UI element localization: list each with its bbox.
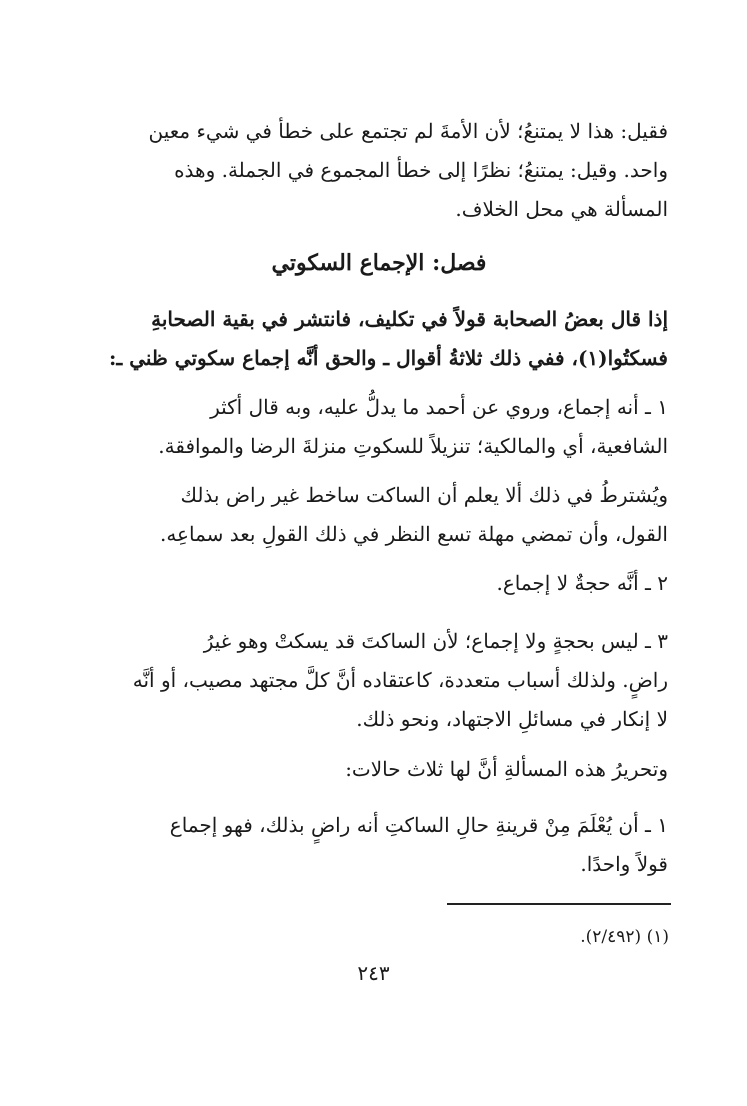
paragraph-second-opinion xyxy=(90,564,668,603)
paragraph-first-case xyxy=(90,806,668,884)
text-line: راضٍ. ولذلك أسباب متعددة، كاعتقاده أنَّ كلَّ مجتهد مصيب، أو أنَّه xyxy=(132,668,668,692)
text-line: المسألة هي محل الخلاف. xyxy=(455,197,668,221)
footnote: (١) (٢/٤٩٢). xyxy=(580,927,669,947)
paragraph-third-opinion xyxy=(90,622,668,739)
section-heading: فصل: الإجماع السكوتي xyxy=(271,250,487,276)
text-line: ٣ ـ ليس بحجةٍ ولا إجماع؛ لأن الساكتَ قد يسكتْ وهو غيرُ xyxy=(203,629,668,653)
text-line: القول، وأن تمضي مهلة تسع النظر في ذلك القولِ بعد سماعِه. xyxy=(159,522,668,546)
paragraph-first-opinion xyxy=(90,388,668,466)
text-line: ١ ـ أنه إجماع، وروي عن أحمد ما يدلُّ عليه، وبه قال أكثر xyxy=(210,395,668,419)
text-line: ويُشترطُ في ذلك ألا يعلم أن الساكت ساخط غير راض بذلك xyxy=(180,483,668,507)
text-line: ١ ـ أن يُعْلَمَ مِنْ قرينةِ حالِ الساكتِ أنه راضٍ بذلك، فهو إجماع xyxy=(169,813,668,837)
footnote-divider xyxy=(447,903,671,905)
page-number: ٢٤٣ xyxy=(357,961,390,985)
text-line: ٢ ـ أنَّه حجةٌ لا إجماع. xyxy=(496,571,668,595)
paragraph-clarification xyxy=(90,750,668,789)
paragraph-opinions xyxy=(90,112,668,229)
text-line: فسكتُوا(١)، ففي ذلك ثلاثةُ أقوال ـ والحق أنَّه إجماع سكوتي ظني ـ: xyxy=(109,346,668,370)
text-line: الشافعية، أي والمالكية؛ تنزيلاً للسكوتِ منزلةَ الرضا والموافقة. xyxy=(158,434,668,458)
paragraph-condition xyxy=(90,476,668,554)
text-line: فقيل: هذا لا يمتنعُ؛ لأن الأمةَ لم تجتمع على خطأ في شيء معين xyxy=(148,119,668,143)
text-line: وتحريرُ هذه المسألةِ أنَّ لها ثلاث حالات: xyxy=(345,757,668,781)
text-line: لا إنكار في مسائلِ الاجتهاد، ونحو ذلك. xyxy=(356,707,668,731)
text-line: إذا قال بعضُ الصحابة قولاً في تكليف، فانتشر في بقية الصحابةِ xyxy=(151,307,668,331)
paragraph-definition xyxy=(90,300,668,378)
text-line: قولاً واحدًا. xyxy=(580,852,668,876)
text-line: واحد. وقيل: يمتنعُ؛ نظرًا إلى خطأ المجموع في الجملة. وهذه xyxy=(174,158,668,182)
